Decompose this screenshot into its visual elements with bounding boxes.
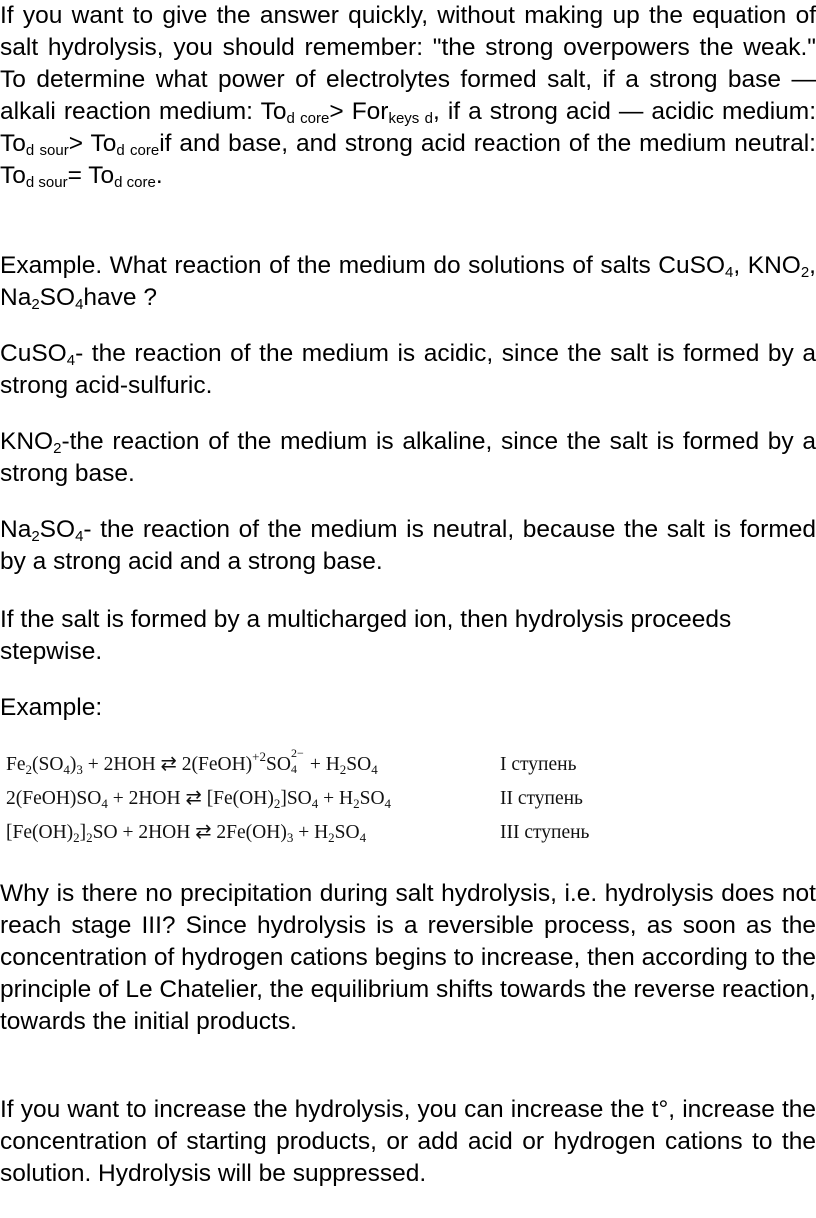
- subscript: keys d: [388, 110, 434, 127]
- equation-row: [6, 748, 626, 782]
- step-label: II ступень: [500, 788, 583, 809]
- text-run: have ?: [83, 284, 157, 311]
- text-run: CuSO: [0, 340, 67, 367]
- subscript: d sour: [25, 174, 68, 191]
- paragraph-no-precipitation: Why is there no precipitation during salt hydrolysis, i.e. hydrolysis does not reach stage III? Since hydrolysis is a reversible process, as soon as the concentration of hydrogen cations begins to increase, then according to the principle of Le Chatelier, the equilibrium shifts towards the reverse reaction, towards the initial products.: [0, 880, 816, 1035]
- text-run: SO: [39, 284, 76, 311]
- text-run: Example. What reaction of the medium do solutions of salts CuSO: [0, 252, 726, 279]
- paragraph-example-question: [0, 250, 816, 314]
- subscript: 2: [31, 296, 40, 313]
- equation: $[Fe(OH)_2]_2SO + 2HOH$ ⇄ $2Fe(OH)_3 + H_2SO_4$: [6, 822, 367, 845]
- subscript: 2: [53, 440, 62, 457]
- text-run: , Na: [0, 252, 816, 311]
- text-run: , KNO: [733, 252, 801, 279]
- equilibrium-arrow-icon: ⇄: [195, 822, 212, 843]
- text-run: , if a strong acid — acidic medium: To: [0, 98, 816, 157]
- text-run: If you want to give the answer quickly, without making up the equation of salt hydrolysis, you should remember: "the strong overpowers the weak." To determine what power of electrolytes formed salt, if a strong base — alkali reaction medium: To: [0, 2, 816, 125]
- text-run: if and base, and strong acid reaction of the medium neutral: To: [0, 130, 816, 189]
- text-run: > To: [68, 130, 117, 157]
- text-run: -the reaction of the medium is alkaline, since the salt is formed by a strong base.: [0, 428, 816, 487]
- subscript: d sour: [25, 142, 69, 159]
- text-run: SO: [39, 516, 76, 543]
- step-label: I ступень: [500, 754, 577, 775]
- text-run: = To: [67, 162, 115, 189]
- text-run: > For: [329, 98, 389, 125]
- paragraph-cuso4: [0, 338, 816, 402]
- equilibrium-arrow-icon: ⇄: [160, 754, 177, 775]
- subscript: 4: [725, 264, 734, 281]
- subscript: 4: [66, 352, 76, 369]
- paragraph-na2so4: [0, 514, 816, 578]
- equation-row: [6, 782, 626, 816]
- text-run: Na: [0, 516, 32, 543]
- paragraph-increase-hydrolysis: If you want to increase the hydrolysis, you can increase the t°, increase the concentration of starting products, or add acid or hydrogen cations to the solution. Hydrolysis will be suppressed.: [0, 1096, 816, 1187]
- equation-row: [6, 816, 626, 850]
- subscript: d core: [116, 142, 160, 159]
- equilibrium-arrow-icon: ⇄: [185, 788, 202, 809]
- hydrolysis-equations: [6, 748, 626, 850]
- step-label: III ступень: [500, 822, 590, 843]
- subscript: 2: [31, 528, 40, 545]
- paragraph-example-label: Example:: [0, 694, 103, 721]
- subscript: 4: [75, 528, 84, 545]
- subscript: 2: [800, 264, 810, 281]
- paragraph-stepwise: If the salt is formed by a multicharged ion, then hydrolysis proceeds stepwise.: [0, 606, 732, 665]
- subscript: d core: [286, 110, 330, 127]
- equation: $2(FeOH)SO_4 + 2HOH$ ⇄ $[Fe(OH)_2]SO_4 + H_2SO_4$: [6, 788, 392, 811]
- text-run: KNO: [0, 428, 54, 455]
- text-run: .: [155, 162, 163, 189]
- subscript: d core: [114, 174, 156, 191]
- paragraph-strong-overpowers-weak: [0, 0, 816, 192]
- text-run: - the reaction of the medium is neutral, because the salt is formed by a strong acid and a strong base.: [0, 516, 816, 575]
- text-run: - the reaction of the medium is acidic, since the salt is formed by a strong acid-sulfuric.: [0, 340, 816, 399]
- subscript: 4: [75, 296, 84, 313]
- equation: $Fe_2(SO_4)_3 + 2HOH$ ⇄ 2(FeOH)$^{+2}$SO 2− 4 + $H_2SO_4$: [6, 746, 378, 777]
- paragraph-kno2: [0, 426, 816, 490]
